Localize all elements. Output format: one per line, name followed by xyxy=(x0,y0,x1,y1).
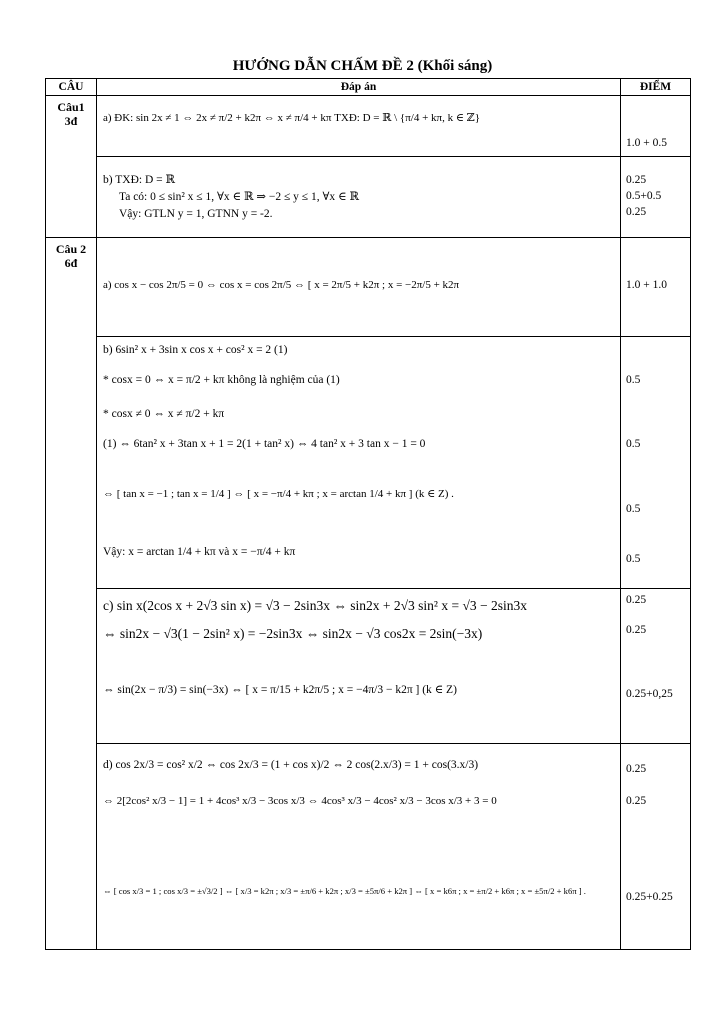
header-diem: ĐIỂM xyxy=(621,79,691,96)
q2b-line-1: b) 6sin² x + 3sin x cos x + cos² x = 2 (1) xyxy=(103,344,288,356)
header-dap-an: Đáp án xyxy=(97,79,621,96)
q2a-text: a) cos x − cos 2π/5 = 0 ⇔ cos x = cos 2π/5 ⇔ [ x = 2π/5 + k2π ; x = −2π/5 + k2π xyxy=(103,279,460,291)
q2d-line-1: d) cos 2x/3 = cos² x/2 ⇔ cos 2x/3 = (1 + cos x)/2 ⇔ 2 cos(2.x/3) = 1 + cos(3.x/3) xyxy=(103,759,479,771)
q2b-point-2: 0.5 xyxy=(626,438,641,450)
q2d-point-2: 0.25 xyxy=(626,795,647,807)
q2c-line-1: c) sin x(2cos x + 2√3 sin x) = √3 − 2sin3x ⇔ sin2x + 2√3 sin² x = √3 − 2sin3x xyxy=(103,598,527,613)
q2d-point-3: 0.25+0.25 xyxy=(626,891,673,903)
q1a-answer xyxy=(97,96,621,157)
q2b-line-4: (1) ⇔ 6tan² x + 3tan x + 1 = 2(1 + tan² x) ⇔ 4 tan² x + 3 tan x − 1 = 0 xyxy=(103,438,426,450)
table-header-row xyxy=(46,79,691,96)
q1-score: 3đ xyxy=(64,114,78,128)
q2b-line-2: * cosx = 0 ⇔ x = π/2 + kπ không là nghiệm của (1) xyxy=(103,374,340,386)
q2d-point-1: 0.25 xyxy=(626,763,647,775)
table-row xyxy=(46,589,691,744)
q2b-point-4: 0.5 xyxy=(626,553,641,565)
q2c-point-1: 0.25 xyxy=(626,594,647,606)
q2d-line-2: ⇔ 2[2cos² x/3 − 1] = 1 + 4cos³ x/3 − 3cos x/3 ⇔ 4cos³ x/3 − 4cos² x/3 − 3cos x/3 + 3 = 0 xyxy=(103,795,497,807)
q2b-answer xyxy=(97,337,621,589)
q1b-line-2: Ta có: 0 ≤ sin² x ≤ 1, ∀x ∈ ℝ ⇒ −2 ≤ y ≤ 1, ∀x ∈ ℝ xyxy=(119,191,360,203)
q2c-point-2: 0.25 xyxy=(626,624,647,636)
q1b-point-2: 0.5+0.5 xyxy=(626,190,662,202)
q1b-line-1: b) TXĐ: D = ℝ xyxy=(103,174,176,186)
q2b-line-5: ⇔ [ tan x = −1 ; tan x = 1/4 ] ⇔ [ x = −π/4 + kπ ; x = arctan 1/4 + kπ ] (k ∈ Z) . xyxy=(103,488,454,500)
q2d-points-cell xyxy=(621,744,691,950)
table-row xyxy=(46,744,691,950)
q2c-answer xyxy=(97,589,621,744)
q1b-point-3: 0.25 xyxy=(626,206,647,218)
q1b-points-cell xyxy=(621,157,691,238)
q2d-answer xyxy=(97,744,621,950)
q1b-point-1: 0.25 xyxy=(626,174,647,186)
header-cau: CÂU xyxy=(46,79,97,96)
table-row xyxy=(46,157,691,238)
q2b-points-cell xyxy=(621,337,691,589)
q1b-answer xyxy=(97,157,621,238)
q2a-answer xyxy=(97,238,621,337)
q2c-line-3: ⇔ sin(2x − π/3) = sin(−3x) ⇔ [ x = π/15 + k2π/5 ; x = −4π/3 − k2π ] (k ∈ Z) xyxy=(103,684,457,696)
q2b-line-6: Vậy: x = arctan 1/4 + kπ và x = −π/4 + kπ xyxy=(103,546,296,558)
q1-label-cell xyxy=(46,96,97,238)
q2b-line-3: * cosx ≠ 0 ⇔ x ≠ π/2 + kπ xyxy=(103,408,225,420)
grading-table xyxy=(45,78,691,950)
q2c-points-cell xyxy=(621,589,691,744)
q2a-point: 1.0 + 1.0 xyxy=(626,279,667,291)
q1a-text: a) ĐK: sin 2x ≠ 1 ⇔ 2x ≠ π/2 + k2π ⇔ x ≠ π/4 + kπ TXĐ: D = ℝ \ {π/4 + kπ, k ∈ ℤ} xyxy=(103,112,481,124)
q2-label-cell xyxy=(46,238,97,950)
q2a-points-cell xyxy=(621,238,691,337)
q2b-point-1: 0.5 xyxy=(626,374,641,386)
q1b-line-3: Vậy: GTLN y = 1, GTNN y = -2. xyxy=(119,208,273,220)
q1a-points-cell xyxy=(621,96,691,157)
q2d-line-3: ⇔ [ cos x/3 = 1 ; cos x/3 = ±√3/2 ] ⇔ [ x/3 = k2π ; x/3 = ±π/6 + k2π ; x/3 = ±5π/6 + k2π ] ⇔ [ x = k6π ; x = ±π/2 + k6π ; x = ±5π/2 + k6π ] . xyxy=(103,886,586,896)
q2b-point-3: 0.5 xyxy=(626,503,641,515)
q2c-line-2: ⇔ sin2x − √3(1 − 2sin² x) = −2sin3x ⇔ sin2x − √3 cos2x = 2sin(−3x) xyxy=(103,626,483,641)
q2c-point-3: 0.25+0,25 xyxy=(626,688,673,700)
q1a-point: 1.0 + 0.5 xyxy=(626,137,667,149)
page-title: HƯỚNG DẪN CHẤM ĐỀ 2 (Khối sáng) xyxy=(232,58,493,74)
q2-label: Câu 2 xyxy=(55,242,87,256)
table-row xyxy=(46,238,691,337)
table-row xyxy=(46,96,691,157)
table-row xyxy=(46,337,691,589)
q1-label: Câu1 xyxy=(57,100,85,114)
q2-score: 6đ xyxy=(64,256,78,270)
